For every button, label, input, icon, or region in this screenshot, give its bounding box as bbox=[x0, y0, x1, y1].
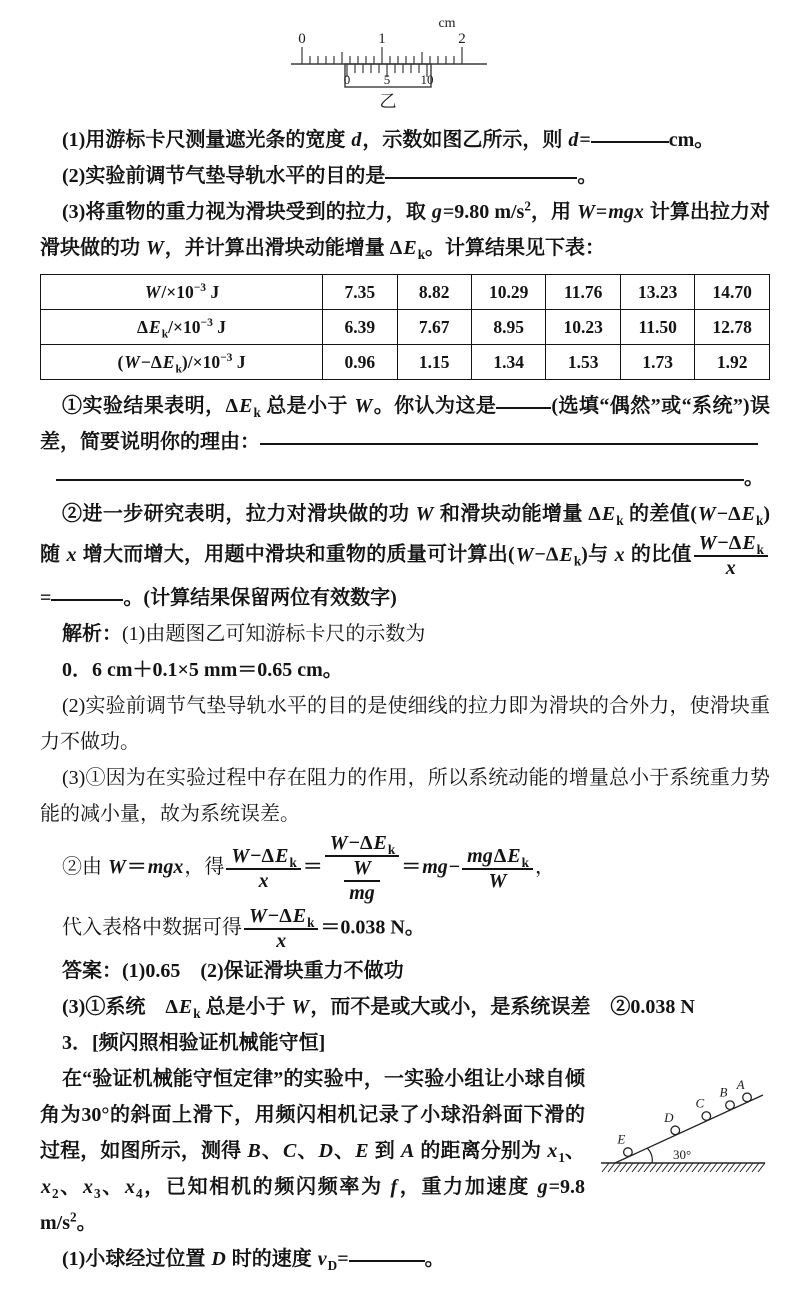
math-variable: E bbox=[373, 832, 387, 854]
math-variable: W bbox=[108, 856, 126, 879]
math-variable: E bbox=[355, 1140, 369, 1162]
math-variable: x bbox=[276, 930, 287, 952]
incline-figure bbox=[595, 1069, 770, 1179]
fraction: $\frac{W-\Delta E_k}{\frac{W}{mg}}$ bbox=[325, 832, 399, 905]
value-cell: 0.96 bbox=[323, 345, 397, 380]
strobe-ball bbox=[726, 1101, 735, 1110]
math-variable: x bbox=[82, 1176, 93, 1198]
math-variable: W bbox=[415, 503, 434, 525]
value-cell: 8.82 bbox=[397, 275, 471, 310]
math-variable: x bbox=[547, 1140, 558, 1162]
value-cell: 11.76 bbox=[546, 275, 620, 310]
analysis-3-sub1: (3)①因为在实验过程中存在阻力的作用，所以系统动能的增量总小于系统重力势能的减小量，故为系统误差。 bbox=[40, 767, 770, 825]
value-cell: 12.78 bbox=[695, 310, 770, 345]
caliper-unit-label: cm bbox=[438, 16, 456, 31]
fraction: $\frac{W-\Delta E_k}{x}$ bbox=[244, 905, 318, 953]
incline-drawing bbox=[595, 1069, 770, 1173]
results-table bbox=[40, 274, 770, 380]
math-variable: W bbox=[124, 351, 140, 372]
strobe-ball bbox=[743, 1093, 752, 1102]
fraction: $\frac{W-\Delta E_k}{x}$ bbox=[694, 532, 768, 580]
bold-text: ＝ bbox=[401, 856, 422, 879]
math-variable: E bbox=[162, 351, 175, 372]
question-part-1: (1)用游标卡尺测量遮光条的宽度 d，示数如图乙所示，则 d= cm。 bbox=[62, 129, 715, 151]
value-cell: 6.39 bbox=[323, 310, 397, 345]
caliper-main-ticks bbox=[302, 47, 462, 64]
problem-3-part1: (1)小球经过位置 D 时的速度 $v_D=$ 。 bbox=[62, 1248, 445, 1273]
angle-label: 30° bbox=[673, 1147, 692, 1162]
math-variable: W bbox=[515, 543, 534, 566]
table-row bbox=[41, 310, 770, 345]
table-row bbox=[41, 345, 770, 380]
math-variable: W bbox=[697, 503, 716, 525]
answer-blank bbox=[349, 1257, 425, 1262]
angle-arc bbox=[647, 1148, 652, 1163]
answer-blank bbox=[591, 138, 669, 143]
analysis-3-sub2-formula: ②由 W＝mgx，得 $\frac{W-\Delta E_k}{x}$ ＝ $\frac{W-\Delta E_k}{\frac{W}{mg}}$ ＝mg− $\frac{mg\Delta E_k}{W}$ ， bbox=[62, 832, 555, 904]
ground-hatching bbox=[602, 1163, 765, 1172]
table-row bbox=[41, 275, 770, 310]
math-variable: E bbox=[178, 996, 193, 1018]
math-variable: W bbox=[329, 832, 348, 854]
value-cell: 13.23 bbox=[620, 275, 694, 310]
value-cell: 1.53 bbox=[546, 345, 620, 380]
caliper-vernier-label-10: 10 bbox=[420, 72, 434, 87]
math-variable: E bbox=[275, 844, 289, 867]
problem-3-title: 3．[频闪照相验证机械能守恒] bbox=[62, 1032, 326, 1054]
row-label-cell: $(W-\Delta E_k)/\times 10^{-3}$ J bbox=[41, 345, 323, 380]
math-variable: W bbox=[577, 201, 595, 223]
caliper-main-label-2: 2 bbox=[458, 31, 466, 47]
math-variable: W bbox=[488, 869, 507, 892]
math-variable: g bbox=[537, 1176, 548, 1198]
question-2-section bbox=[40, 122, 770, 266]
caliper-main-label-0: 0 bbox=[298, 31, 306, 47]
caliper-vernier-label-0: 0 bbox=[343, 72, 351, 87]
math-variable: E bbox=[601, 503, 616, 525]
math-variable: W bbox=[144, 281, 161, 302]
math-variable: x bbox=[41, 1176, 51, 1198]
bold-text: ＝0.038 N。 bbox=[320, 916, 425, 939]
math-variable: W bbox=[291, 996, 310, 1018]
math-variable: x bbox=[725, 557, 736, 579]
answer-line-2: (3)①系统 $\Delta E_k$ 总是小于 W，而不是或大或小，是系统误差 ②0.038 N bbox=[62, 996, 695, 1021]
strobe-ball bbox=[624, 1148, 633, 1157]
fraction: $\frac{mg\Delta E_k}{W}$ bbox=[462, 845, 533, 893]
math-variable: A bbox=[400, 1140, 415, 1162]
analysis-intro: 解析：(1)由题图乙可知游标卡尺的示数为 bbox=[62, 623, 426, 645]
strobe-ball bbox=[671, 1126, 680, 1135]
analysis-1-result bbox=[40, 652, 770, 688]
math-variable: W bbox=[249, 905, 267, 927]
value-cell: 1.15 bbox=[397, 345, 471, 380]
bold-text: ＝ bbox=[302, 856, 323, 879]
point-label: E bbox=[617, 1131, 626, 1147]
math-variable: x bbox=[66, 543, 77, 566]
vernier-caliper-drawing bbox=[275, 14, 535, 110]
strobe-ball bbox=[702, 1112, 711, 1121]
fraction: $\frac{W-\Delta E_k}{x}$ bbox=[226, 845, 300, 893]
math-variable: W bbox=[353, 857, 371, 879]
answer-blank bbox=[496, 404, 551, 409]
math-variable: W bbox=[231, 844, 250, 867]
answer-line-1: 答案：(1)0.65 (2)保证滑块重力不做功 bbox=[62, 960, 404, 982]
bold-text: 答案： bbox=[62, 960, 122, 982]
sub-question-1: ①实验结果表明，$\Delta E_k$ 总是小于 W。你认为这是 (选填“偶然”或“系统”)误差，简要说明你的理由： bbox=[40, 395, 771, 453]
caliper-vernier-label-5: 5 bbox=[383, 72, 391, 87]
math-variable: E bbox=[403, 237, 417, 259]
math-variable: D bbox=[211, 1248, 226, 1270]
value-cell: 1.73 bbox=[620, 345, 694, 380]
point-label: D bbox=[664, 1109, 674, 1125]
math-variable: g bbox=[431, 201, 442, 223]
bold-text: 解析： bbox=[62, 623, 122, 645]
math-variable: E bbox=[239, 395, 253, 417]
value-cell: 7.35 bbox=[323, 275, 397, 310]
math-variable: d bbox=[351, 129, 362, 151]
row-label-cell: $W/\times 10^{-3}$ J bbox=[41, 275, 323, 310]
math-variable: x bbox=[258, 869, 269, 892]
caliper-main-label-1: 1 bbox=[378, 31, 386, 47]
answer-blank bbox=[385, 174, 577, 179]
sub-question-1-blank-line: 。 bbox=[40, 460, 770, 496]
value-cell: 10.23 bbox=[546, 310, 620, 345]
value-cell: 11.50 bbox=[620, 310, 694, 345]
math-variable: mgx bbox=[608, 201, 644, 223]
caliper-caption: 乙 bbox=[379, 92, 397, 110]
value-cell: 7.67 bbox=[397, 310, 471, 345]
math-variable: W bbox=[698, 532, 717, 554]
answer-blank bbox=[260, 440, 758, 445]
math-variable: E bbox=[507, 844, 521, 867]
answer-blank bbox=[51, 596, 123, 601]
answer-blank bbox=[56, 476, 744, 481]
point-label: C bbox=[695, 1095, 705, 1111]
question-part-2: (2)实验前调节气垫导轨水平的目的是 。 bbox=[62, 165, 598, 187]
analysis-3-sub2-substitution: 代入表格中数据可得 $\frac{W-\Delta E_k}{x}$ ＝0.038 N。 bbox=[62, 905, 425, 952]
analysis-answer-section bbox=[40, 388, 770, 1061]
value-cell: 14.70 bbox=[695, 275, 770, 310]
bold-text: 0．6 cm＋0.1×5 mm＝0.65 cm。 bbox=[62, 659, 343, 681]
math-variable: x bbox=[614, 543, 625, 566]
fraction bbox=[344, 857, 380, 905]
math-variable: mg bbox=[349, 882, 375, 904]
strobe-ball-positions bbox=[616, 1077, 751, 1157]
math-variable: E bbox=[742, 532, 756, 554]
math-variable: d bbox=[568, 129, 579, 151]
point-label: A bbox=[736, 1076, 745, 1092]
point-label: B bbox=[719, 1084, 728, 1100]
problem-3-body: 在“验证机械能守恒定律”的实验中，一实验小组让小球自倾角为30°的斜面上滑下，用频闪相机记录了小球沿斜面下滑的过程，如图所示，测得 B、C、D、E 到 A 的距离分别为 $x_1$、$x_2$、$x_3$、$x_4$，已知相机的频闪频率为 f，重力加速度 g=9.8 $m/s^2$。 bbox=[40, 1068, 586, 1234]
value-cell: 1.92 bbox=[695, 345, 770, 380]
math-variable: x bbox=[124, 1176, 135, 1198]
bold-text: ＝ bbox=[126, 856, 147, 879]
math-variable: E bbox=[741, 503, 755, 525]
math-variable: mg bbox=[467, 844, 493, 867]
math-variable: mgx bbox=[147, 856, 184, 879]
math-variable: E bbox=[559, 543, 573, 566]
question-part-3: (3)将重物的重力视为滑块受到的拉力，取 g=9.80 $m/s^2$，用 W=mgx 计算出拉力对滑块做的功 W，并计算出滑块动能增量 $\Delta E_k$。计算结果见下表： bbox=[40, 198, 771, 262]
math-variable: D bbox=[318, 1140, 333, 1162]
answer-blank bbox=[40, 478, 56, 481]
sub-question-2: ②进一步研究表明，拉力对滑块做的功 W 和滑块动能增量 $\Delta E_k$ 的差值$(W-\Delta E_k)$随 x 增大而增大，用题中滑块和重物的质量可计算出$(W-\Delta E_k)$与 x 的比值 $\frac{W-\Delta E_k}{x}$ = 。(计算结果保留两位有效数字) bbox=[40, 503, 770, 609]
bold-text: − bbox=[448, 856, 461, 879]
math-variable: f bbox=[390, 1176, 398, 1198]
question-3-section bbox=[40, 1061, 770, 1277]
row-label-cell: $\Delta E_k/\times 10^{-3}$ J bbox=[41, 310, 323, 345]
math-variable: E bbox=[292, 905, 307, 927]
math-variable: W bbox=[146, 237, 164, 259]
value-cell: 1.34 bbox=[471, 345, 545, 380]
math-variable: W bbox=[354, 395, 373, 417]
value-cell: 8.95 bbox=[471, 310, 545, 345]
math-variable: B bbox=[247, 1140, 261, 1162]
math-variable: mg bbox=[422, 856, 448, 879]
math-variable: v bbox=[317, 1248, 327, 1270]
value-cell: 10.29 bbox=[471, 275, 545, 310]
math-variable: C bbox=[282, 1140, 297, 1162]
math-variable: E bbox=[149, 316, 161, 337]
vernier-caliper-figure bbox=[275, 14, 535, 116]
analysis-2: (2)实验前调节气垫导轨水平的目的是使细线的拉力即为滑块的合外力，使滑块重力不做功。 bbox=[40, 695, 770, 753]
